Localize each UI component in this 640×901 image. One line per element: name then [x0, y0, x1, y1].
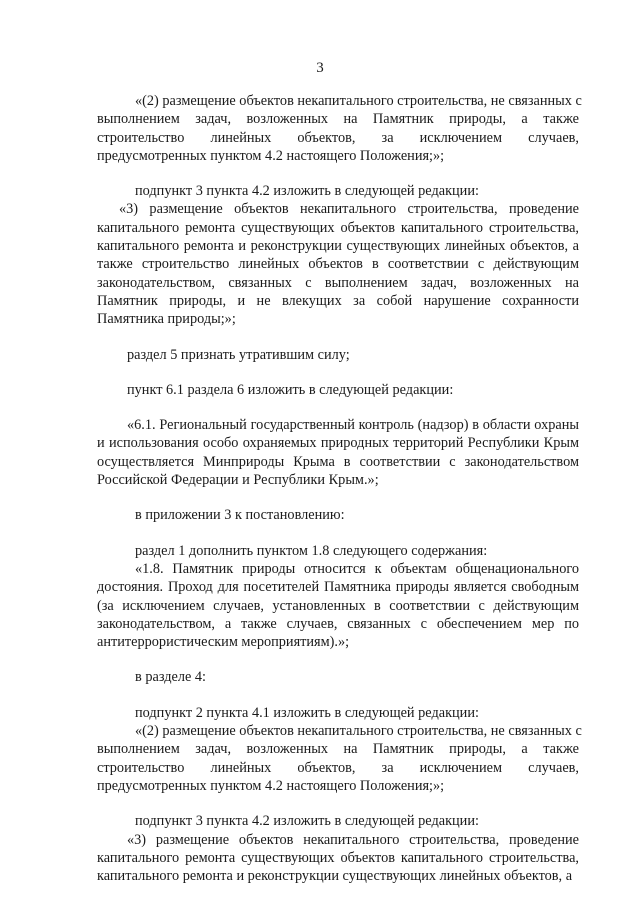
paragraph: [97, 346, 579, 364]
text-line: Российской Федерации и Республики Крым.»;: [97, 472, 379, 489]
text-line: подпункт 2 пункта 4.1 изложить в следующей редакции:: [135, 704, 479, 721]
paragraph: [97, 560, 579, 651]
document-body: [97, 92, 582, 885]
text-line: (за исключением случаев, установленных в соответствии с действующим: [97, 597, 579, 614]
text-line: капитального ремонта и реконструкции существующих линейных объектов, а: [97, 238, 579, 255]
paragraph: [97, 200, 579, 328]
text-line: капитального ремонта существующих объектов капитального строительства,: [97, 219, 579, 236]
text-line: Памятника природы;»;: [97, 311, 236, 328]
paragraph: [97, 704, 579, 722]
text-line: «(2) размещение объектов некапитального строительства, не связанных с: [135, 723, 582, 740]
text-line: раздел 1 дополнить пунктом 1.8 следующего содержания:: [135, 542, 488, 559]
text-line: пункт 6.1 раздела 6 изложить в следующей редакции:: [127, 381, 454, 398]
text-line: подпункт 3 пункта 4.2 изложить в следующей редакции:: [135, 813, 479, 830]
text-line: законодательством, а также случаев, связанных с обеспечением мер по: [97, 615, 579, 632]
text-line: законодательством, связанных с выполнением задач, возложенных на: [97, 274, 579, 291]
text-line: капитального ремонта и реконструкции существующих линейных объектов, а: [97, 868, 573, 885]
text-line: «6.1. Региональный государственный контроль (надзор) в области охраны: [127, 417, 579, 434]
text-line: также строительство линейных объектов в соответствии с действующим: [97, 256, 579, 273]
text-line: и использования особо охраняемых природных территорий Республики Крым: [97, 435, 579, 452]
paragraph: [97, 542, 579, 560]
text-line: в разделе 4:: [135, 669, 207, 686]
text-line: строительство линейных объектов, за исключением случаев,: [97, 129, 579, 146]
paragraph: [97, 182, 579, 200]
text-line: выполнением задач, возложенных на Памятник природы, а также: [97, 111, 579, 128]
text-line: «3) размещение объектов некапитального строительства, проведение: [127, 831, 579, 848]
text-line: достояния. Проход для посетителей Памятника природы является свободным: [97, 579, 579, 596]
text-line: «1.8. Памятник природы относится к объектам общенационального: [135, 560, 579, 577]
paragraph: [97, 381, 579, 399]
text-line: осуществляется Минприроды Крыма в соответствии с законодательством: [97, 453, 579, 470]
text-line: строительство линейных объектов, за исключением случаев,: [97, 759, 579, 776]
paragraph: [97, 668, 579, 686]
text-line: капитального ремонта существующих объектов капитального строительства,: [97, 849, 579, 866]
text-line: «3) размещение объектов некапитального строительства, проведение: [119, 201, 579, 218]
paragraph: [97, 812, 579, 830]
text-line: предусмотренных пунктом 4.2 настоящего Положения;»;: [97, 147, 445, 164]
text-line: антитеррористическим мероприятиям).»;: [97, 634, 350, 651]
paragraph: [97, 506, 579, 524]
text-line: Памятник природы, и не влекущих за собой нарушение сохранности: [97, 292, 579, 309]
paragraph: [97, 831, 579, 886]
paragraph: [97, 416, 579, 489]
text-line: «(2) размещение объектов некапитального строительства, не связанных с: [135, 93, 582, 109]
paragraph: [97, 92, 582, 165]
text-line: в приложении 3 к постановлению:: [135, 507, 345, 524]
text-line: раздел 5 признать утратившим силу;: [127, 346, 350, 363]
text-line: подпункт 3 пункта 4.2 изложить в следующей редакции:: [135, 183, 479, 200]
text-line: предусмотренных пунктом 4.2 настоящего Положения;»;: [97, 777, 445, 794]
page-number: 3: [316, 60, 324, 76]
text-line: выполнением задач, возложенных на Памятник природы, а также: [97, 741, 579, 758]
paragraph: [97, 722, 582, 795]
